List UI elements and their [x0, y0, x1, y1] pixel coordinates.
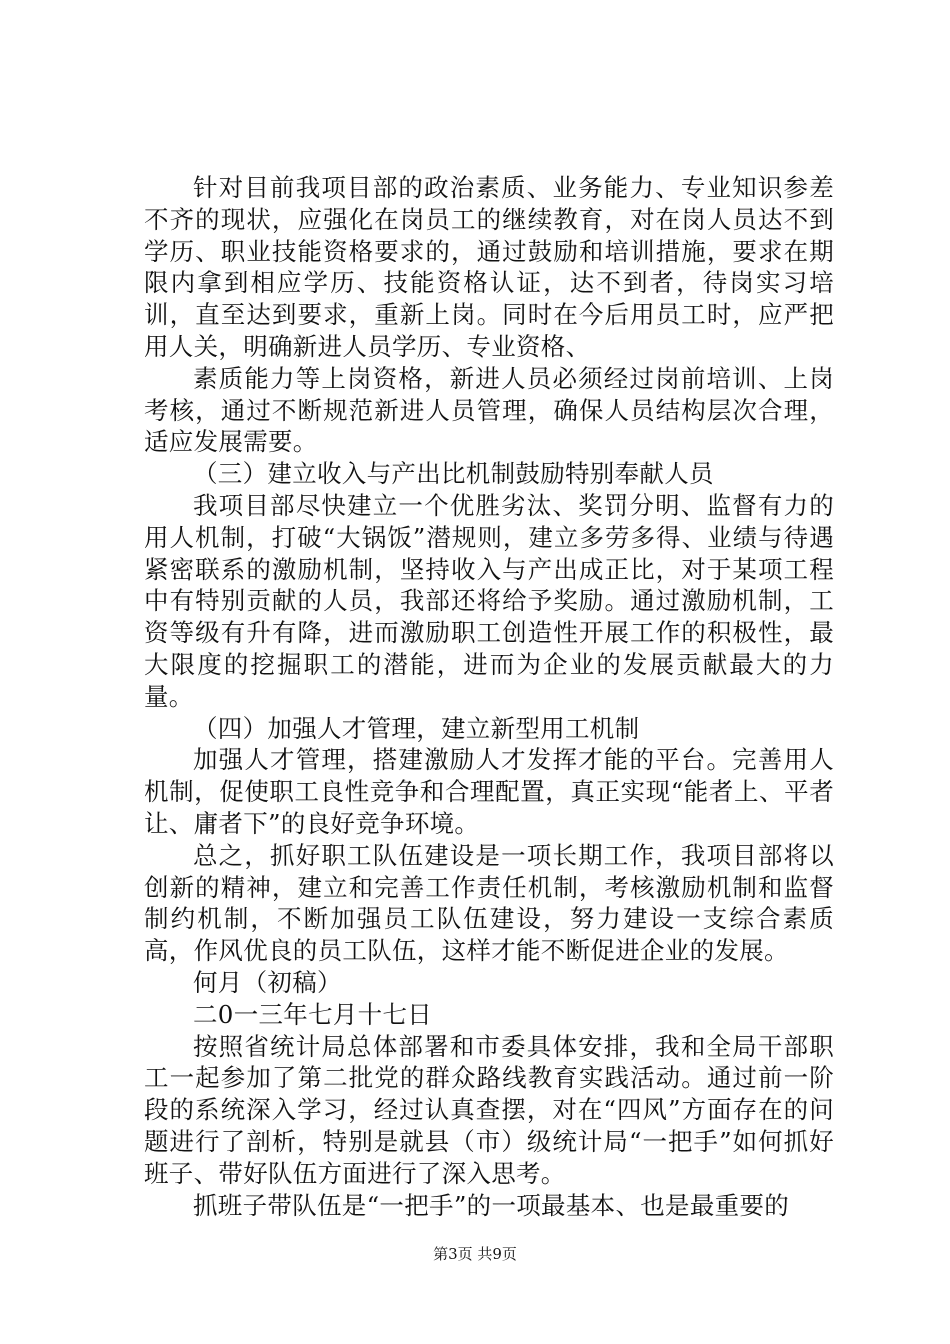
paragraph-10: 按照省统计局总体部署和市委具体安排，我和全局干部职工一起参加了第二批党的群众路线教育实践活动。通过前一阶段的系统深入学习，经过认真查摆，对在“四风”方面存在的问题进行了剖析，特别是就县（市）级统计局“一把手”如何抓好班子、带好队伍方面进行了深入思考。	[144, 1031, 834, 1188]
paragraph-2: 素质能力等上岗资格，新进人员必须经过岗前培训、上岗考核，通过不断规范新进人员管理，确保人员结构层次合理，适应发展需要。	[144, 363, 834, 457]
author-line: 何月（初稿）	[193, 967, 342, 997]
paragraph-4: 我项目部尽快建立一个优胜劣汰、奖罚分明、监督有力的用人机制，打破“大锅饭”潜规则，建立多劳多得、业绩与待遇紧密联系的激励机制，坚持收入与产出成正比，对于某项工程中有特别贡献的人员，我部还将给予奖励。通过激励机制，工资等级有升有降，进而激励职工创造性开展工作的积极性，最大限度的挖掘职工的潜能，进而为企业的发展贡献最大的力量。	[144, 490, 834, 711]
paragraph-1: 针对目前我项目部的政治素质、业务能力、专业知识参差不齐的现状，应强化在岗员工的继续教育，对在岗人员达不到学历、职业技能资格要求的，通过鼓励和培训措施，要求在期限内拿到相应学历、技能资格认证，达不到者，待岗实习培训，直至达到要求，重新上岗。同时在今后用员工时，应严把用人关，明确新进人员学历、专业资格、	[144, 173, 834, 361]
paragraph-6: 加强人才管理，搭建激励人才发挥才能的平台。完善用人机制，促使职工良性竞争和合理配置，真正实现“能者上、平者让、庸者下”的良好竞争环境。	[144, 745, 835, 838]
section-heading-3: （三）建立收入与产出比机制鼓励特别奉献人员	[193, 459, 714, 489]
paragraph-7: 总之，抓好职工队伍建设是一项长期工作，我项目部将以创新的精神，建立和完善工作责任机制，考核激励机制和监督制约机制，不断加强员工队伍建设，努力建设一支综合素质高，作风优良的员工队伍，这样才能不断促进企业的发展。	[144, 840, 834, 966]
document-body	[144, 172, 834, 1221]
page-footer: 第3页 共9页	[433, 1245, 517, 1263]
paragraph-11: 抓班子带队伍是“一把手”的一项最基本、也是最重要的	[193, 1190, 790, 1220]
date-line: 二0一三年七月十七日	[193, 999, 433, 1029]
section-heading-4: （四）加强人才管理，建立新型用工机制	[193, 713, 640, 743]
